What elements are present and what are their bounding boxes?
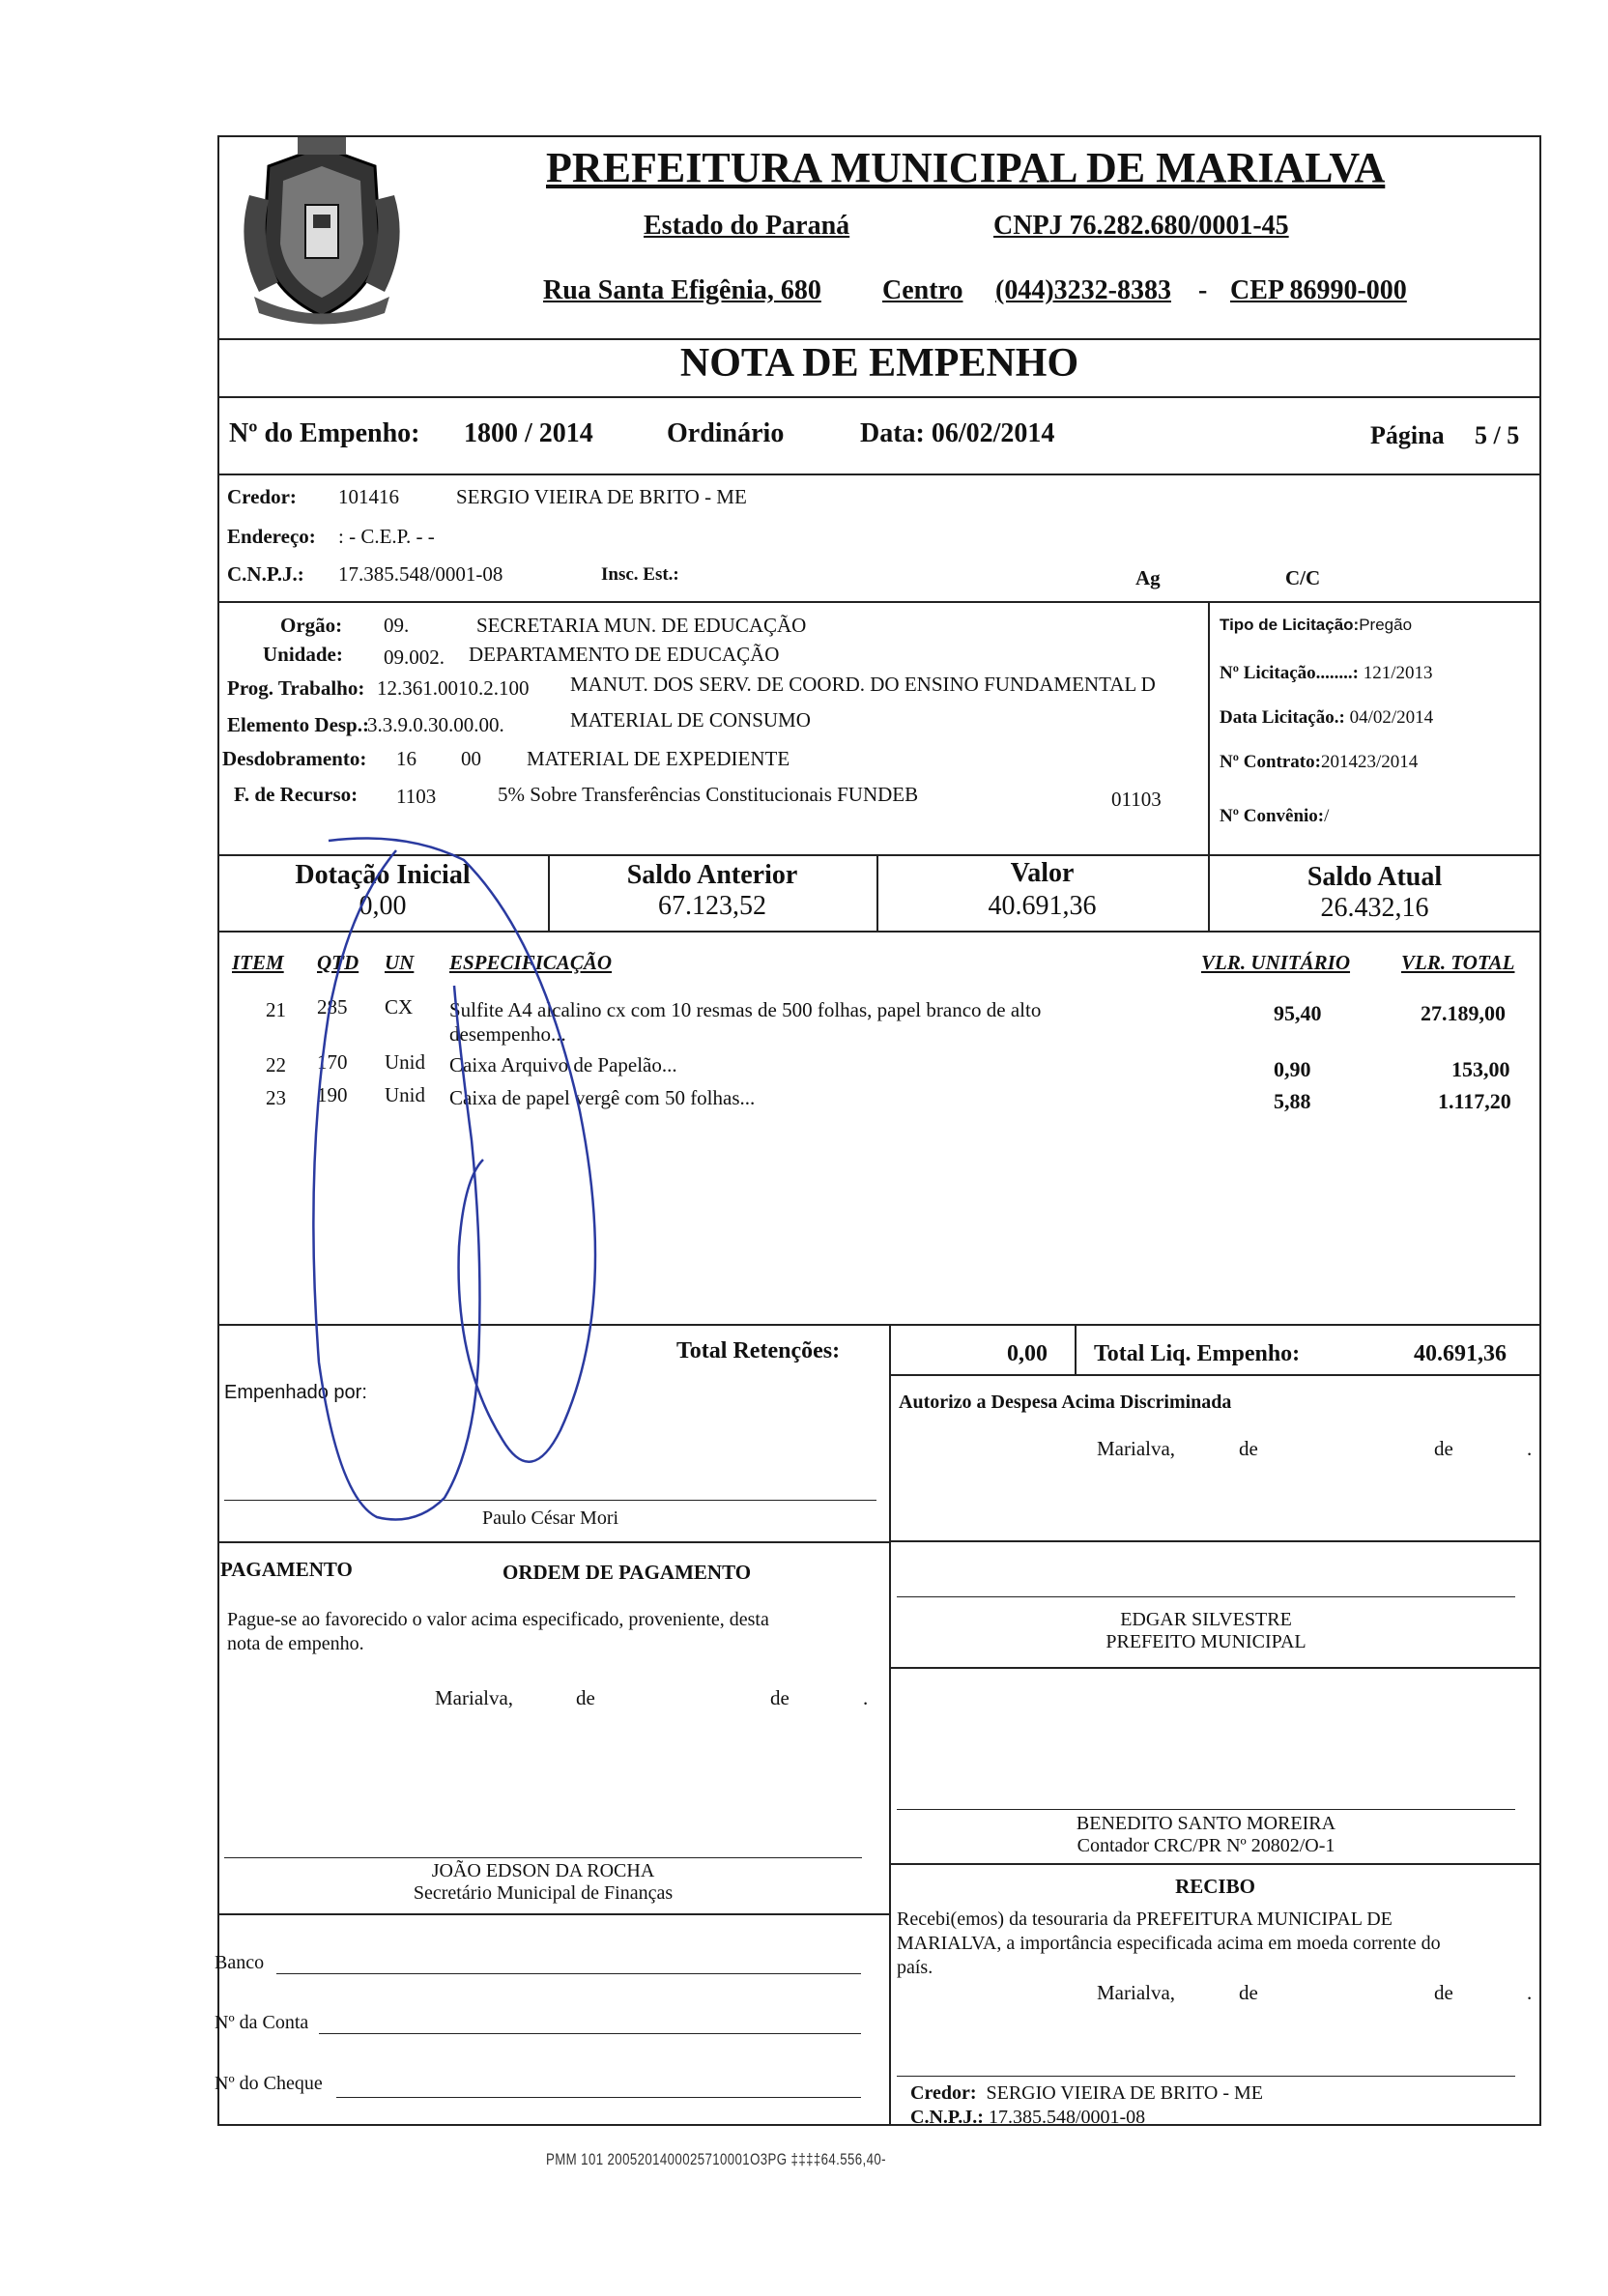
- city-hall-title: PREFEITURA MUNICIPAL DE MARIALVA: [546, 144, 1386, 191]
- num-licitacao-value: 121/2013: [1363, 663, 1433, 683]
- recibo-credor-value: SERGIO VIEIRA DE BRITO - ME: [986, 2082, 1263, 2104]
- contrato-value: 201423/2014: [1320, 752, 1419, 772]
- conta-label: Nº da Conta: [215, 2012, 309, 2033]
- desdobramento-code2: 00: [461, 747, 481, 770]
- recibo-title: RECIBO: [1175, 1875, 1255, 1898]
- item-un: Unid: [385, 1050, 425, 1074]
- item-un: CX: [385, 995, 414, 1019]
- desdobramento-code1: 16: [396, 747, 416, 770]
- autorizo-period: .: [1527, 1437, 1533, 1460]
- orgao-code: 09.: [384, 614, 410, 637]
- total-liq-value: 40.691,36: [1414, 1341, 1507, 1366]
- cnpj-label: C.N.P.J.:: [227, 562, 304, 586]
- page-label: Página: [1370, 421, 1445, 449]
- banco-label: Banco: [215, 1952, 265, 1973]
- desdobramento-name: MATERIAL DE EXPEDIENTE: [527, 747, 790, 770]
- recibo-de1: de: [1239, 1981, 1258, 2004]
- endereco-label: Endereço:: [227, 525, 316, 548]
- col-item: ITEM: [232, 951, 284, 974]
- convenio-label: Nº Convênio:: [1220, 806, 1325, 826]
- orgao-name: SECRETARIA MUN. DE EDUCAÇÃO: [476, 614, 807, 637]
- item-qtd: 190: [317, 1083, 348, 1106]
- empenho-number: 1800 / 2014: [464, 418, 593, 448]
- recurso-code2: 01103: [1111, 788, 1162, 811]
- recibo-text-3: país.: [897, 1957, 933, 1978]
- elemento-code: 3.3.9.0.30.00.00.: [367, 713, 504, 736]
- col-unit-value: VLR. UNITÁRIO: [1201, 951, 1351, 974]
- item-total-value: 1.117,20: [1438, 1089, 1511, 1113]
- elemento-label: Elemento Desp.:: [227, 713, 369, 736]
- empenho-date: Data: 06/02/2014: [860, 418, 1055, 448]
- contador-name: BENEDITO SANTO MOREIRA: [1076, 1813, 1336, 1834]
- recurso-code: 1103: [396, 785, 437, 808]
- recibo-text-1: Recebi(emos) da tesouraria da PREFEITURA MUNICIPAL DE: [897, 1909, 1393, 1930]
- item-spec: Caixa Arquivo de Papelão...: [449, 1053, 677, 1076]
- pagamento-period: .: [863, 1686, 869, 1709]
- insc-label: Insc. Est.:: [601, 564, 679, 585]
- document-title: NOTA DE EMPENHO: [679, 341, 1079, 386]
- empenho-label: Nº do Empenho:: [229, 418, 420, 448]
- ordem-pagamento-title: ORDEM DE PAGAMENTO: [502, 1561, 752, 1584]
- cheque-label: Nº do Cheque: [215, 2073, 323, 2094]
- recibo-period: .: [1527, 1981, 1533, 2004]
- unidade-label: Unidade:: [263, 643, 343, 666]
- item-unit-value: 95,40: [1274, 1001, 1322, 1025]
- elemento-name: MATERIAL DE CONSUMO: [570, 708, 811, 732]
- item-unit-value: 5,88: [1274, 1089, 1311, 1113]
- city-cnpj: CNPJ 76.282.680/0001-45: [993, 211, 1289, 241]
- total-retencoes-label: Total Retenções:: [676, 1338, 841, 1363]
- valor-value: 40.691,36: [988, 891, 1097, 921]
- dotacao-inicial-value: 0,00: [359, 891, 407, 921]
- recurso-label: F. de Recurso:: [234, 783, 359, 806]
- recibo-de2: de: [1434, 1981, 1453, 2004]
- recibo-cnpj-label: C.N.P.J.:: [910, 2107, 984, 2128]
- item-total-value: 27.189,00: [1421, 1001, 1506, 1025]
- total-retencoes-value: 0,00: [1007, 1341, 1048, 1366]
- empenhado-por-label: Empenhado por:: [224, 1382, 367, 1403]
- autorizo-text: Autorizo a Despesa Acima Discriminada: [899, 1392, 1232, 1413]
- item-spec: Sulfite A4 alcalino cx com 10 resmas de 500 folhas, papel branco de alto: [449, 998, 1042, 1021]
- district: Centro: [882, 275, 963, 305]
- saldo-atual-label: Saldo Atual: [1306, 862, 1443, 892]
- autorizo-de2: de: [1434, 1437, 1453, 1460]
- pagamento-title: PAGAMENTO: [220, 1558, 353, 1581]
- prog-name: MANUT. DOS SERV. DE COORD. DO ENSINO FUNDAMENTAL D: [570, 673, 1156, 696]
- credor-name: SERGIO VIEIRA DE BRITO - ME: [456, 485, 747, 508]
- tipo-licitacao-label: Tipo de Licitação:: [1220, 616, 1360, 634]
- cep: CEP 86990-000: [1230, 275, 1407, 305]
- tipo-licitacao-value: Pregão: [1359, 616, 1413, 634]
- coat-of-arms-icon: [230, 137, 414, 330]
- item-un: Unid: [385, 1083, 425, 1106]
- recibo-text-2: MARIALVA, a importância especificada acima em moeda corrente do: [897, 1933, 1441, 1954]
- contador-title: Contador CRC/PR Nº 20802/O-1: [1077, 1835, 1335, 1856]
- endereco-value: : - C.E.P. - -: [338, 525, 435, 548]
- item-qtd: 285: [317, 995, 348, 1019]
- item-number: 22: [266, 1053, 286, 1076]
- dash: -: [1198, 275, 1208, 305]
- secretario-title: Secretário Municipal de Finanças: [413, 1882, 674, 1904]
- desdobramento-label: Desdobramento:: [222, 747, 367, 770]
- col-qtd: QTD: [317, 951, 359, 974]
- recurso-name: 5% Sobre Transferências Constitucionais FUNDEB: [498, 783, 919, 806]
- item-number: 21: [266, 998, 286, 1021]
- state-name: Estado do Paraná: [644, 211, 850, 241]
- credor-label: Credor:: [227, 485, 297, 508]
- valor-label: Valor: [1010, 858, 1075, 888]
- phone: (044)3232-8383: [995, 275, 1171, 305]
- cnpj-value: 17.385.548/0001-08: [338, 562, 503, 586]
- item-spec: Caixa de papel vergê com 50 folhas...: [449, 1086, 756, 1109]
- contrato-label: Nº Contrato:: [1220, 752, 1321, 772]
- pagamento-de1: de: [576, 1686, 595, 1709]
- prog-label: Prog. Trabalho:: [227, 676, 365, 700]
- item-unit-value: 0,90: [1274, 1057, 1311, 1081]
- street-address: Rua Santa Efigênia, 680: [543, 275, 821, 305]
- unidade-code: 09.002.: [384, 646, 445, 669]
- col-spec: ESPECIFICAÇÃO: [449, 951, 613, 974]
- cc-label: C/C: [1285, 566, 1321, 589]
- convenio-value: /: [1324, 806, 1330, 826]
- autorizo-de1: de: [1239, 1437, 1258, 1460]
- data-licitacao-value: 04/02/2014: [1349, 707, 1434, 728]
- total-liq-label: Total Liq. Empenho:: [1094, 1341, 1301, 1366]
- orgao-label: Orgão:: [280, 614, 343, 637]
- secretario-name: JOÃO EDSON DA ROCHA: [431, 1860, 655, 1881]
- autorizo-city: Marialva,: [1097, 1437, 1176, 1460]
- unidade-name: DEPARTAMENTO DE EDUCAÇÃO: [469, 643, 780, 666]
- num-licitacao-label: Nº Licitação........:: [1220, 663, 1359, 683]
- saldo-anterior-label: Saldo Anterior: [626, 860, 798, 890]
- empenho-type: Ordinário: [667, 418, 785, 448]
- signature-scribble-icon: [213, 821, 676, 1536]
- col-un: UN: [385, 951, 415, 974]
- item-total-value: 153,00: [1451, 1057, 1510, 1081]
- page-number: 5 / 5: [1475, 421, 1520, 449]
- saldo-anterior-value: 67.123,52: [658, 891, 766, 921]
- prefeito-title: PREFEITO MUNICIPAL: [1106, 1631, 1306, 1652]
- ag-label: Ag: [1135, 566, 1161, 589]
- dotacao-inicial-label: Dotação Inicial: [295, 860, 471, 890]
- recibo-city: Marialva,: [1097, 1981, 1176, 2004]
- item-number: 23: [266, 1086, 286, 1109]
- credor-code: 101416: [338, 485, 399, 508]
- item-spec-cont: desempenho...: [449, 1022, 566, 1046]
- pagamento-text-1: Pague-se ao favorecido o valor acima especificado, proveniente, desta: [227, 1609, 769, 1630]
- prog-code: 12.361.0010.2.100: [377, 676, 530, 700]
- item-qtd: 170: [317, 1050, 348, 1074]
- col-total-value: VLR. TOTAL: [1401, 951, 1515, 974]
- pagamento-de2: de: [770, 1686, 790, 1709]
- empenhado-name: Paulo César Mori: [481, 1507, 619, 1529]
- prefeito-name: EDGAR SILVESTRE: [1120, 1609, 1292, 1630]
- pagamento-city: Marialva,: [435, 1686, 514, 1709]
- recibo-cnpj-value: 17.385.548/0001-08: [988, 2107, 1146, 2128]
- footer-code: PMM 101 2005201400025710001O3PG ‡‡‡‡64.556,40-: [546, 2150, 886, 2168]
- data-licitacao-label: Data Licitação.:: [1220, 707, 1345, 728]
- recibo-credor-label: Credor:: [910, 2082, 977, 2104]
- saldo-atual-value: 26.432,16: [1320, 893, 1429, 923]
- pagamento-text-2: nota de empenho.: [227, 1633, 364, 1654]
